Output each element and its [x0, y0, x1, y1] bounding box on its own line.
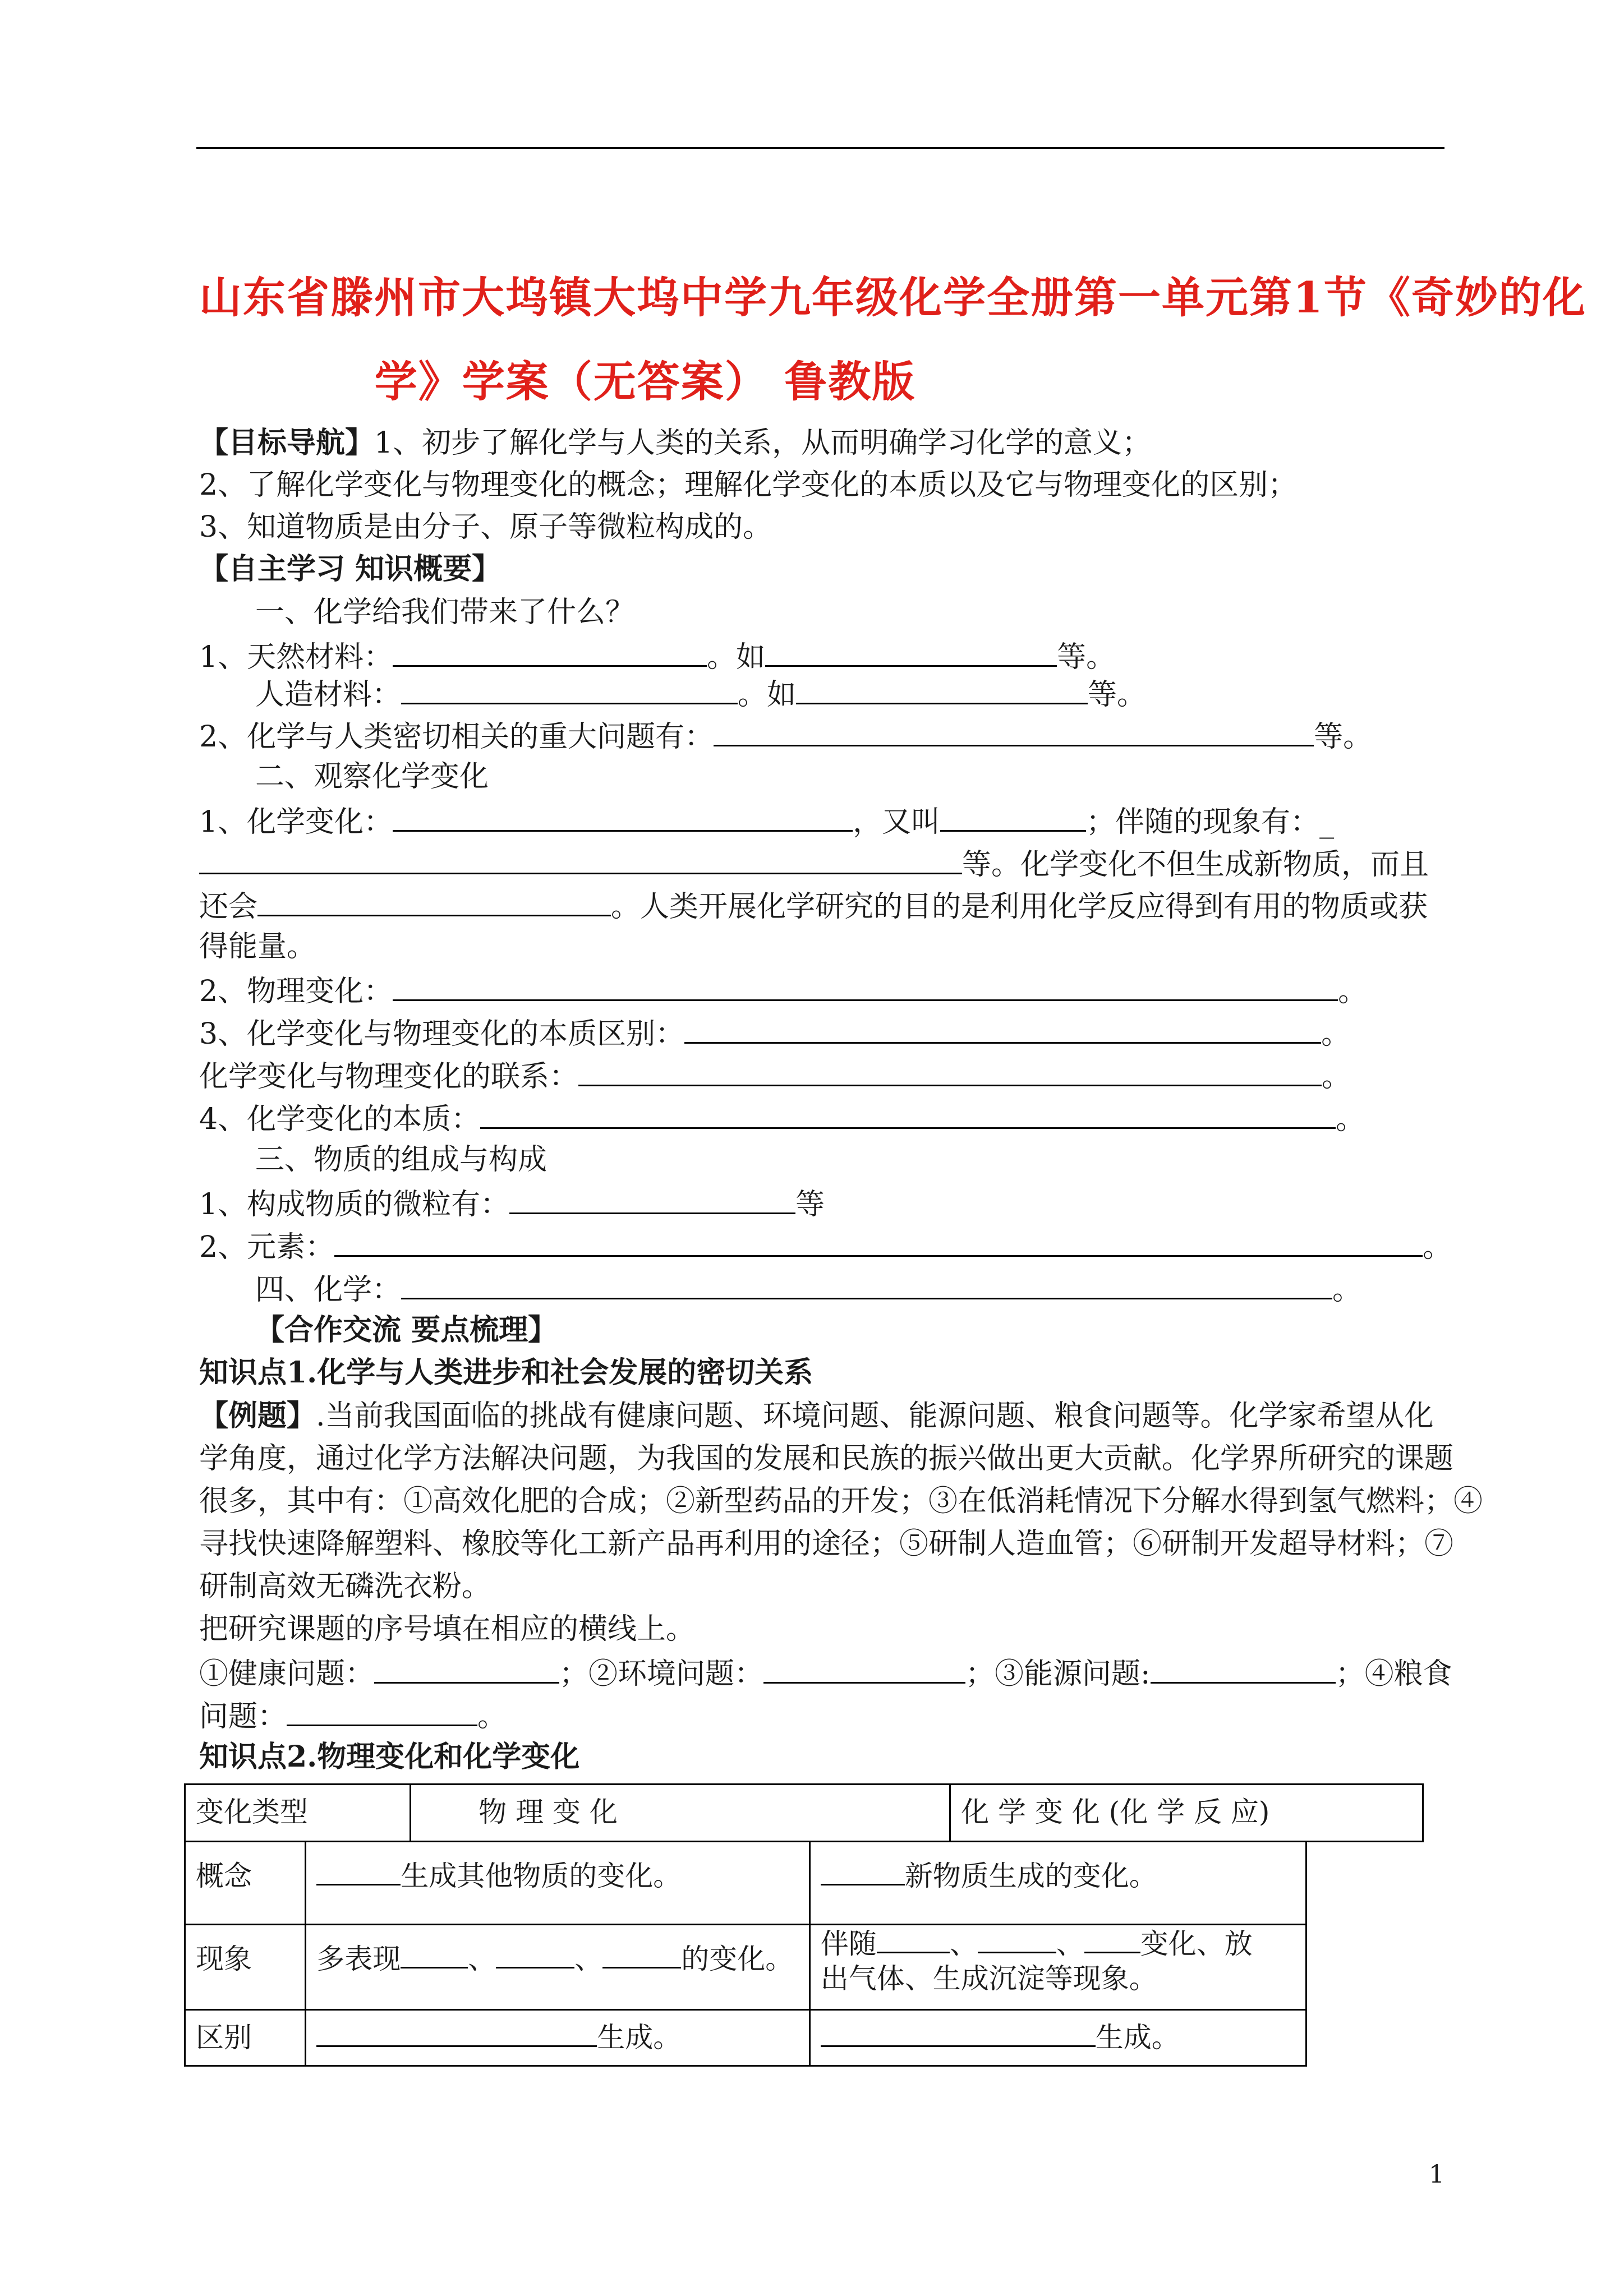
section3-title: 三、物质的组成与构成 [255, 1143, 548, 1177]
knowledge-point-2: 知识点2.物理变化和化学变化 [199, 1740, 580, 1774]
example-line4: 寻找快速降解塑料、橡胶等化工新产品再利用的途径；⑤研制人造血管；⑥研制开发超导材料；⑦ [199, 1527, 1454, 1561]
example-line1: 【例题】.当前我国面临的挑战有健康问题、环境问题、能源问题、粮食问题等。化学家希望从化 [199, 1399, 1434, 1433]
connection-line: 化学变化与物理变化的联系： 。 [199, 1058, 1351, 1094]
row-phenomenon-physical: 多表现 、 、 的变化。 [306, 1925, 810, 2010]
doc-title-line1: 山东省滕州市大坞镇大坞中学九年级化学全册第一单元第1节《奇妙的化 [199, 273, 1586, 322]
page-number: 1 [1429, 2160, 1444, 2189]
row-difference-chemical: 生成。 [809, 2010, 1306, 2066]
example-line5: 研制高效无磷洗衣粉。 [199, 1570, 491, 1603]
natural-materials-line: 1、天然材料： 。如 等。 [199, 638, 1115, 674]
artificial-materials-line: 人造材料： 。如 等。 [255, 676, 1146, 712]
row-difference-label: 区别 [185, 2010, 306, 2066]
chem-essence-line: 4、化学变化的本质： 。 [199, 1100, 1365, 1136]
row-phenomenon-chemical: 伴随 、 、 变化、放 出气体、生成沉淀等现象。 [809, 1925, 1306, 2010]
goal-2: 2、了解化学变化与物理变化的概念；理解化学变化的本质以及它与物理变化的区别； [199, 468, 1298, 502]
example-line3: 很多，其中有：①高效化肥的合成；②新型药品的开发；③在低消耗情况下分解水得到氢气燃料；④ [199, 1484, 1483, 1518]
chem-change-line4: 得能量。 [199, 930, 316, 963]
row-concept-physical: 生成其他物质的变化。 [306, 1842, 810, 1925]
chemistry-line: 四、化学： 。 [255, 1271, 1361, 1307]
row-concept-chemical: 新物质生成的变化。 [809, 1842, 1306, 1925]
chem-change-line1: 1、化学变化： ，又叫 ；伴随的现象有：_ [199, 803, 1334, 839]
physical-change-line: 2、物理变化： 。 [199, 972, 1367, 1008]
header-type: 变化类型 [185, 1785, 411, 1842]
essential-difference-line: 3、化学变化与物理变化的本质区别： 。 [199, 1015, 1350, 1051]
example-answers-line1: ①健康问题： ；②环境问题： ；③能源问题: ；④粮食 [199, 1655, 1452, 1691]
example-instruction: 把研究课题的序号填在相应的横线上。 [199, 1612, 696, 1646]
example-answers-line2: 问题： 。 [199, 1698, 507, 1733]
header-chemical: 化 学 变 化 (化 学 反 应) [950, 1785, 1423, 1842]
major-issues-line: 2、化学与人类密切相关的重大问题有： 等。 [199, 718, 1372, 754]
row-phenomenon-label: 现象 [185, 1925, 306, 2010]
particles-line: 1、构成物质的微粒有： 等 [199, 1186, 825, 1221]
change-comparison-table [184, 1841, 1307, 2067]
example-line2: 学角度，通过化学方法解决问题，为我国的发展和民族的振兴做出更大贡献。化学界所研究的课题 [199, 1442, 1454, 1476]
section2-title: 二、观察化学变化 [255, 760, 489, 794]
header-physical: 物 理 变 化 [411, 1785, 950, 1842]
section1-title: 一、化学给我们带来了什么？ [255, 596, 635, 629]
goal-1: 【目标导航】1、初步了解化学与人类的关系，从而明确学习化学的意义； [199, 426, 1152, 460]
goal-3: 3、知道物质是由分子、原子等微粒构成的。 [199, 510, 772, 544]
change-type-header-table [184, 1783, 1424, 1842]
knowledge-point-1: 知识点1.化学与人类进步和社会发展的密切关系 [199, 1356, 813, 1390]
doc-title-line2: 学》学案（无答案） 鲁教版 [374, 357, 916, 407]
coop-heading: 【合作交流 要点梳理】 [255, 1313, 558, 1347]
chem-change-line2: 等。化学变化不但生成新物质，而且 [199, 846, 1429, 882]
self-study-heading: 【自主学习 知识概要】 [199, 552, 502, 586]
row-concept-label: 概念 [185, 1842, 306, 1925]
element-line: 2、元素： 。 [199, 1228, 1452, 1264]
header-rule [196, 147, 1444, 149]
chem-change-line3: 还会 。人类开展化学研究的目的是利用化学反应得到有用的物质或获 [199, 888, 1428, 924]
row-difference-physical: 生成。 [306, 2010, 810, 2066]
